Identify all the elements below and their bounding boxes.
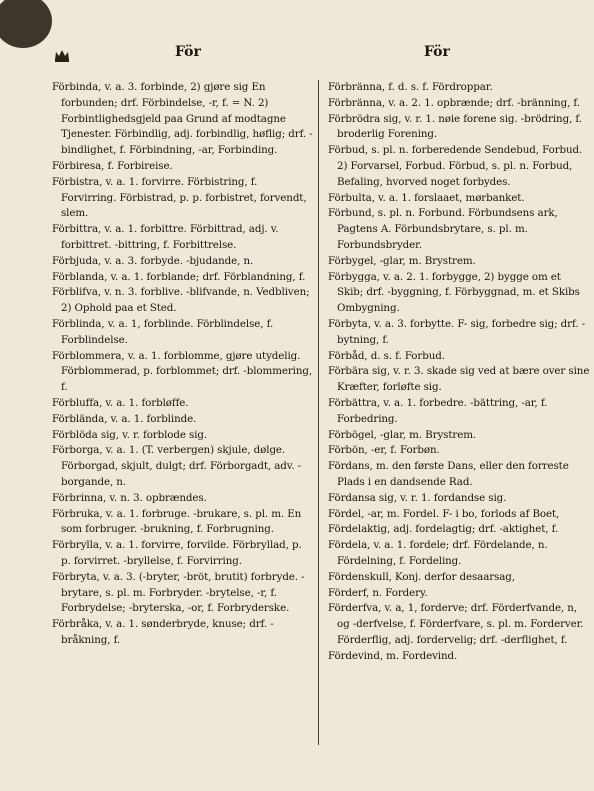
dictionary-entry: Förbrinna, v. n. 3. opbrændes. bbox=[52, 491, 207, 504]
dictionary-entry: Förderf, n. Fordery. bbox=[328, 586, 428, 599]
dictionary-entry: Förbiresa, f. Forbireise. bbox=[52, 159, 173, 172]
dictionary-entry: Förbygel, -glar, m. Brystrem. bbox=[328, 254, 476, 267]
dictionary-entry: Förborga, v. a. 1. (T. verbergen) skjule, dølge. Förborgad, skjult, dulgt; drf. Förborgadt, adv. -borgande, n. bbox=[52, 444, 301, 488]
dictionary-entry: Förbinda, v. a. 3. forbinde, 2) gjøre sig En forbunden; drf. Förbindelse, -r, f. = N. 2) Forbintlighedsgjeld paa Grund af modtagne Tjenester. Förbindlig, adj. forbindlig, høflig; drf. -bindlighet, f. Förbindning, -ar, Forbinding. bbox=[52, 81, 313, 157]
dictionary-entry: Förbistra, v. a. 1. forvirre. Förbistring, f. Forvirring. Förbistrad, p. p. forbistret, forvendt, slem. bbox=[52, 175, 307, 220]
dictionary-entry: Förbrylla, v. a. 1. forvirre, forvilde. Förbryllad, p. p. forvirret. -bryllelse, f. Forvirring. bbox=[52, 539, 302, 567]
dictionary-entry: Förbränna, v. a. 2. 1. opbrænde; drf. -bränning, f. bbox=[328, 96, 580, 109]
dictionary-entry: Förbrödra sig, v. r. 1. nøie forene sig. -brödring, f. broderlig Forening. bbox=[328, 112, 582, 141]
dictionary-entry: Förbund, s. pl. n. Forbund. Förbundsens ark, Pagtens A. Förbundsbrytare, s. pl. m. Forbundsbryder. bbox=[328, 207, 558, 251]
dictionary-entry: Förbättra, v. a. 1. forbedre. -bättring, -ar, f. Forbedring. bbox=[328, 396, 548, 425]
dictionary-entry: Förbåd, d. s. f. Forbud. bbox=[328, 349, 445, 362]
dictionary-entry: Fördevind, m. Fordevind. bbox=[328, 649, 458, 662]
left-column bbox=[52, 80, 314, 649]
dictionary-entry: Förderfva, v. a, 1, forderve; drf. Förderfvande, n, og -derfvelse, f. Förderfvare, s. pl. m. Forderver. Förderflig, adj. fordervelig; drf. -derflighet, f. bbox=[328, 602, 584, 646]
left-column-header: För bbox=[175, 44, 201, 60]
dictionary-entry: Förblommera, v. a. 1. forblomme, gjøre utydelig. Förblommerad, p. forblommet; drf. -blommering, f. bbox=[52, 349, 313, 394]
crown-ornament-icon bbox=[54, 48, 70, 62]
dictionary-entry: Fördel, -ar, m. Fordel. F- i bo, forlods af Boet, bbox=[328, 507, 560, 520]
right-column bbox=[328, 80, 590, 664]
dictionary-entry: Förbud, s. pl. n. forberedende Sendebud, Forbud. 2) Forvarsel, Forbud. Förbud, s. pl. n. Forbud, Befaling, hvorved noget forbydes. bbox=[328, 144, 583, 188]
dictionary-entry: Förbluffa, v. a. 1. forbløffe. bbox=[52, 396, 189, 409]
dictionary-entry: Förbränna, f. d. s. f. Fördroppar. bbox=[328, 81, 493, 93]
dictionary-entry: Fördenskull, Konj. derfor desaarsag, bbox=[328, 570, 515, 583]
dictionary-entry: Förbyta, v. a. 3. forbytte. F- sig, forbedre sig; drf. -bytning, f. bbox=[328, 317, 586, 346]
dictionary-entry: Fördelaktig, adj. fordelagtig; drf. -aktighet, f. bbox=[328, 523, 559, 536]
dictionary-entry: Förbryta, v. a. 3. (-bryter, -bröt, brutit) forbryde. -brytare, s. pl. m. Forbryder. -brytelse, -r, f. Forbrydelse; -bryterska, -or, f. Forbryderske. bbox=[52, 570, 305, 615]
dictionary-entry: Förblifva, v. n. 3. forblive. -blifvande, n. Vedbliven; 2) Ophold paa et Sted. bbox=[52, 286, 310, 315]
right-column-header: För bbox=[424, 44, 450, 60]
ink-stain bbox=[0, 0, 52, 48]
dictionary-entry: Förblinda, v. a. 1, forblinde. Förblindelse, f. Forblindelse. bbox=[52, 317, 274, 346]
dictionary-entry: Förbittra, v. a. 1. forbittre. Förbittrad, adj. v. forbittret. -bittring, f. Forbittrelse. bbox=[52, 223, 279, 251]
dictionary-entry: Förbögel, -glar, m. Brystrem. bbox=[328, 428, 477, 441]
dictionary-entry: Förblanda, v. a. 1. forblande; drf. Förblandning, f. bbox=[52, 270, 306, 283]
column-divider bbox=[318, 80, 319, 745]
dictionary-entry: Förbygga, v. a. 2. 1. forbygge, 2) bygge om et Skib; drf. -byggning, f. Förbyggnad, m. et Skibs Ombygning. bbox=[328, 270, 580, 315]
dictionary-entry: Förblöda sig, v. r. forblode sig. bbox=[52, 428, 208, 441]
dictionary-entry: Förbjuda, v. a. 3. forbyde. -bjudande, n. bbox=[52, 254, 254, 267]
dictionary-entry: Förbära sig, v. r. 3. skade sig ved at bære over sine Kræfter, forløfte sig. bbox=[328, 365, 590, 394]
dictionary-entry: Förbulta, v. a. 1. forslaaet, mørbanket. bbox=[328, 191, 525, 204]
dictionary-entry: Fördansa sig, v. r. 1. fordandse sig. bbox=[328, 491, 507, 504]
dictionary-entry: Fördela, v. a. 1. fordele; drf. Fördelande, n. Fördelning, f. Fordeling. bbox=[328, 539, 548, 567]
dictionary-entry: Förbråka, v. a. 1. sønderbryde, knuse; drf. -bråkning, f. bbox=[52, 618, 274, 646]
dictionary-entry: Förbön, -er, f. Forbøn. bbox=[328, 444, 440, 457]
dictionary-entry: Fördans, m. den første Dans, eller den forreste Plads i en dandsende Rad. bbox=[328, 460, 569, 488]
dictionary-entry: Förblända, v. a. 1. forblinde. bbox=[52, 412, 197, 425]
dictionary-entry: Förbruka, v. a. 1. forbruge. -brukare, s. pl. m. En som forbruger. -brukning, f. Forbrugning. bbox=[52, 507, 302, 536]
